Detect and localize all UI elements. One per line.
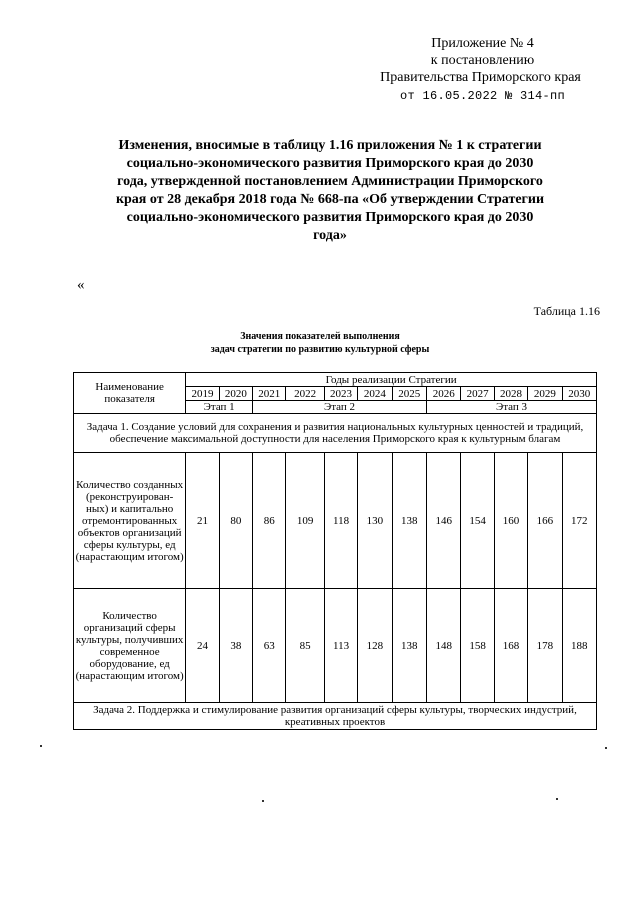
value-cell: 130 xyxy=(358,453,392,589)
task-1-row: Задача 1. Создание условий для сохранения и развития национальных культурных ценностей и традиций, обеспечение максимальной доступности для населения Приморского края к культурным благам xyxy=(74,414,597,453)
value-cell: 138 xyxy=(392,453,426,589)
appendix-line2: к постановлению xyxy=(430,53,535,68)
stage-1: Этап 1 xyxy=(186,401,253,414)
indicator-name: Количество организаций сферы культуры, получивших современное оборудование, ед (нарастающим итогом) xyxy=(74,589,186,703)
scan-speck xyxy=(40,745,42,747)
table-row xyxy=(74,453,597,589)
stage-2: Этап 2 xyxy=(253,401,427,414)
table-title xyxy=(150,330,490,356)
document-title: Изменения, вносимые в таблицу 1.16 приложения № 1 к стратегии социально-экономического развития Приморского края до 2030 года, утвержденной постановлением Администрации Приморского края от 28 декабря 2018 года № 668-па «Об утверждении Стратегии социально-экономического развития Приморского края до 2030 года» xyxy=(115,138,545,243)
value-cell: 109 xyxy=(286,453,324,589)
value-cell: 188 xyxy=(562,589,596,703)
value-cell: 148 xyxy=(427,589,461,703)
value-cell: 38 xyxy=(219,589,252,703)
value-cell: 154 xyxy=(461,453,494,589)
task-2-row: Задача 2. Поддержка и стимулирование развития организаций сферы культуры, творческих индустрий, креативных проектов xyxy=(74,703,597,730)
value-cell: 24 xyxy=(186,589,219,703)
scan-speck xyxy=(605,747,607,749)
value-cell: 138 xyxy=(392,589,426,703)
table-label: Таблица 1.16 xyxy=(533,304,600,318)
year-cell: 2024 xyxy=(358,387,392,401)
value-cell: 146 xyxy=(427,453,461,589)
appendix-line3: Правительства Приморского края xyxy=(380,70,581,85)
year-cell: 2023 xyxy=(324,387,357,401)
table-title-line1: Значения показателей выполнения xyxy=(240,331,400,342)
value-cell: 85 xyxy=(286,589,324,703)
year-cell: 2021 xyxy=(253,387,286,401)
indicator-name-header: Наименование показателя xyxy=(74,373,186,414)
value-cell: 113 xyxy=(324,589,357,703)
indicator-name: Количество созданных (реконструирован-ных) и капитально отремонтированных объектов организаций сферы культуры, ед (нарастающим итогом) xyxy=(74,453,186,589)
value-cell: 21 xyxy=(186,453,219,589)
year-cell: 2027 xyxy=(461,387,494,401)
year-cell: 2022 xyxy=(286,387,324,401)
scan-speck xyxy=(262,800,264,802)
scan-speck xyxy=(556,798,558,800)
value-cell: 172 xyxy=(562,453,596,589)
table-row xyxy=(74,589,597,703)
year-cell: 2025 xyxy=(392,387,426,401)
year-cell: 2026 xyxy=(427,387,461,401)
indicators-table xyxy=(73,372,597,730)
value-cell: 63 xyxy=(253,589,286,703)
year-cell: 2030 xyxy=(562,387,596,401)
appendix-line1: Приложение № 4 xyxy=(431,36,534,51)
stage-3: Этап 3 xyxy=(427,401,597,414)
value-cell: 118 xyxy=(324,453,357,589)
year-cell: 2019 xyxy=(186,387,219,401)
value-cell: 128 xyxy=(358,589,392,703)
year-cell: 2029 xyxy=(528,387,562,401)
value-cell: 86 xyxy=(253,453,286,589)
opening-quote: « xyxy=(77,277,85,293)
appendix-date: от 16.05.2022 № 314-пп xyxy=(399,89,566,103)
value-cell: 80 xyxy=(219,453,252,589)
value-cell: 178 xyxy=(528,589,562,703)
value-cell: 160 xyxy=(494,453,527,589)
year-cell: 2028 xyxy=(494,387,527,401)
value-cell: 168 xyxy=(494,589,527,703)
table-title-line2: задач стратегии по развитию культурной сферы xyxy=(210,344,430,355)
years-header: Годы реализации Стратегии xyxy=(186,373,597,387)
appendix-block xyxy=(360,35,605,105)
value-cell: 158 xyxy=(461,589,494,703)
year-cell: 2020 xyxy=(219,387,252,401)
value-cell: 166 xyxy=(528,453,562,589)
